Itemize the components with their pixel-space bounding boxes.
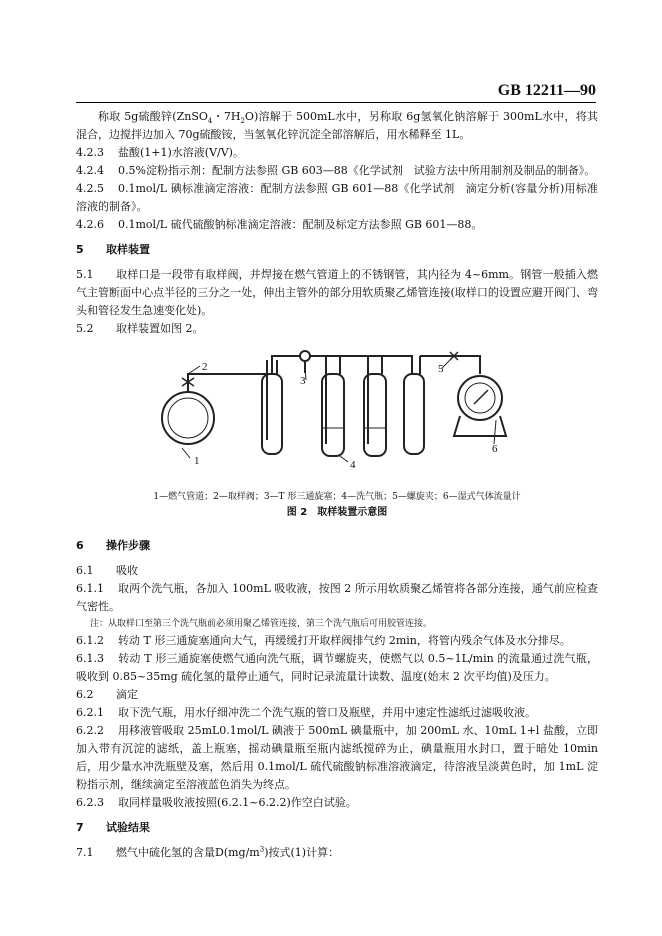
clause-4-2-3: 4.2.3 盐酸(1+1)水溶液(V/V)。 — [76, 146, 244, 159]
fig-label-3: 3 — [300, 375, 306, 387]
clause-7-1: 7.1 燃气中硫化氢的含量$D(mg/m^3)$按式(1)计算： — [76, 845, 340, 859]
sampling-apparatus-figure — [76, 340, 598, 530]
note-tubing: 注：从取样口至第三个洗气瓶前必须用聚乙烯管连接，第三个洗气瓶后可用胶管连接。 — [90, 619, 433, 629]
header-rule — [76, 102, 596, 103]
heading-section-6: 6 操作步骤 — [76, 539, 150, 552]
clause-6-1-3: 6.1.3 转动 T 形三通旋塞使燃气通向洗气瓶，调节螺旋夹，使燃气以 0.5~1L/min 的流量通过洗气瓶，吸收到 0.85~35mg 硫化氢的量停止通气，同时记录流量计读数、温度(始末 2 次平均值)及压力。 — [76, 652, 598, 683]
fig-label-4: 4 — [350, 459, 356, 470]
clause-6-2-1: 6.2.1 取下洗气瓶，用水仔细冲洗二个洗气瓶的管口及瓶壁，并用中速定性滤纸过滤吸收液。 — [76, 706, 536, 719]
wash-bottle-4-shape — [404, 374, 424, 454]
document-body — [76, 108, 598, 862]
standard-code: GB 12211—90 — [497, 82, 596, 99]
clause-6-1-1: 6.1.1 取两个洗气瓶，各加入 100mL 吸收液，按图 2 所示用软质聚乙烯管将各部分连接，通气前应检查气密性。 — [76, 582, 598, 613]
t-cock-shape — [300, 351, 310, 361]
apparatus-diagram — [154, 340, 534, 470]
fig-label-6: 6 — [492, 443, 498, 455]
heading-section-7: 7 试验结果 — [76, 821, 150, 834]
clause-4-2-5: 4.2.5 0.1mol/L 碘标准滴定溶液：配制方法参照 GB 601—88《化学试剂 滴定分析(容量分析)用标准溶液的制备》。 — [76, 182, 598, 213]
clause-4-2-6: 4.2.6 0.1mol/L 硫代硫酸钠标准滴定溶液：配制及标定方法参照 GB 601—88。 — [76, 218, 483, 231]
fig-label-1: 1 — [194, 455, 200, 467]
heading-section-5: 5 取样装置 — [76, 243, 150, 256]
paragraph-reagent-prep: 称取 5g硫酸锌(ZnSO$_4$・$7H_2O$)溶解于 500mL水中，另称取 6g氢氧化钠溶解于 300mL水中，将其混合，边搅拌边加入 70g硫酸铵，当氢氧化锌沉淀全部溶解后，用水稀释至 1L。 — [76, 110, 599, 141]
fig-label-5: 5 — [438, 363, 444, 375]
clause-6-2-2: 6.2.2 用移液管吸取 25mL0.1mol/L 碘液于 500mL 碘量瓶中，加 200mL 水、10mL 1+l 盐酸，立即加入带有沉淀的滤纸，盖上瓶塞，摇动碘量瓶至瓶内滤纸搅碎为止，碘量瓶用水封口，置于暗处 10min 后，用少量水冲洗瓶壁及塞，然后用 0.1mol/L 硫代硫酸钠标准溶液滴定，待溶液呈淡黄色时，加 1mL 淀粉指示剂，继续滴定至溶液蓝色消失为终点。 — [76, 724, 598, 791]
clause-5-2: 5.2 取样装置如图 2。 — [76, 322, 204, 335]
clause-6-2-3: 6.2.3 取同样量吸收液按照(6.2.1~6.2.2)作空白试验。 — [76, 796, 357, 809]
clause-6-1: 6.1 吸收 — [76, 564, 138, 577]
gas-pipeline-shape — [162, 392, 214, 444]
clause-6-2: 6.2 滴定 — [76, 688, 138, 701]
clause-6-1-2: 6.1.2 转动 T 形三通旋塞通向大气，再缓缓打开取样阀排气约 2min，将管内残余气体及水分排尽。 — [76, 634, 571, 647]
clause-5-1: 5.1 取样口是一段带有取样阀，并焊接在燃气管道上的不锈钢管，其内径为 4~6mm。钢管一般插入燃气主管断面中心点半径的三分之一处，伸出主管外的部分用软质聚乙烯管连接(取样口的设置应避开阀门、弯头和管径发生急速变化处)。 — [76, 268, 598, 317]
fig-label-2: 2 — [202, 361, 208, 373]
wash-bottle-1-shape — [262, 374, 282, 454]
figure-caption: 1—燃气管道；2—取样阀；3—T 形三通旋塞；4—洗气瓶；5—螺旋夹；6—湿式气体流量计 — [153, 492, 521, 502]
figure-title: 图 2 取样装置示意图 — [286, 507, 388, 518]
clause-4-2-4: 4.2.4 0.5%淀粉指示剂：配制方法参照 GB 603—88《化学试剂 试验方法中所用制剂及制品的制备》。 — [76, 164, 596, 177]
